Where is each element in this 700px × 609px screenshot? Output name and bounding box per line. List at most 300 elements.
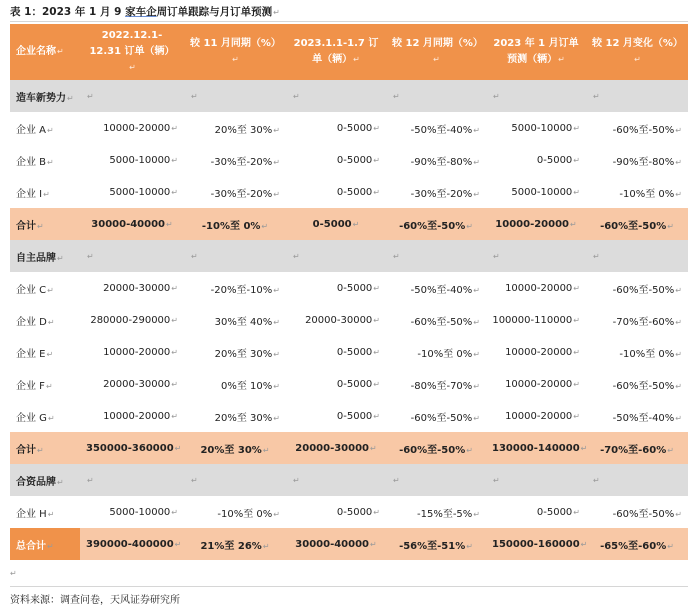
value-cell	[80, 336, 184, 368]
subtotal-value-cell-text: 130000-140000	[492, 442, 580, 454]
section-row	[10, 464, 688, 496]
cell-mark-icon: ↵	[373, 283, 380, 293]
value-cell	[286, 144, 386, 176]
cell-mark-icon: ↵	[558, 55, 565, 64]
value-cell	[80, 112, 184, 144]
grand-total-value-cell-text: 30000-40000	[295, 538, 370, 550]
cell-mark-icon: ↵	[293, 91, 300, 101]
cell-mark-icon: ↵	[273, 285, 280, 295]
value-cell-text: 10000-20000	[505, 346, 573, 358]
value-cell	[486, 272, 586, 304]
cell-mark-icon: ↵	[675, 125, 682, 135]
value-cell-text: 0%至 10%	[221, 380, 273, 392]
value-cell	[80, 176, 184, 208]
value-cell-text: 0-5000	[336, 122, 373, 134]
header-cell-text: 2023.1.1-1.7 订单（辆）	[293, 38, 379, 65]
header-cell-text: 企业名称	[16, 46, 56, 57]
cell-mark-icon: ↵	[473, 125, 480, 135]
cell-mark-icon: ↵	[171, 283, 178, 293]
cell-mark-icon: ↵	[675, 381, 682, 391]
cell-mark-icon: ↵	[573, 507, 580, 517]
company-name-cell-text: 企业 H	[16, 508, 47, 520]
grand-total-value-cell-text: -56%至-51%	[399, 540, 466, 552]
section-row	[10, 240, 688, 272]
header-cell-text: 较 12 月变化（%）	[592, 38, 683, 49]
cell-mark-icon: ↵	[570, 219, 577, 229]
section-empty-cell	[386, 240, 486, 272]
header-cell	[586, 24, 688, 80]
value-cell-text: -15%至-5%	[416, 508, 473, 520]
value-cell	[286, 176, 386, 208]
cell-mark-icon: ↵	[261, 221, 269, 231]
section-empty-cell	[486, 464, 586, 496]
grand-total-value-cell	[286, 528, 386, 560]
value-cell-text: 0-5000	[536, 154, 573, 166]
value-cell	[184, 496, 286, 528]
cell-mark-icon: ↵	[273, 125, 280, 135]
value-cell-text: -60%至-50%	[612, 380, 675, 392]
value-cell	[486, 144, 586, 176]
subtotal-value-cell-text: -60%至-50%	[600, 220, 667, 232]
subtotal-value-cell-text: 30000-40000	[91, 218, 166, 230]
value-cell	[80, 368, 184, 400]
company-name-cell	[10, 272, 80, 304]
value-cell-text: -60%至-50%	[612, 508, 675, 520]
cell-mark-icon: ↵	[593, 251, 600, 261]
cell-mark-icon: ↵	[273, 157, 280, 167]
subtotal-value-cell	[286, 432, 386, 464]
value-cell-text: 0-5000	[336, 282, 373, 294]
value-cell-text: 10000-20000	[505, 410, 573, 422]
value-cell	[586, 272, 688, 304]
cell-mark-icon: ↵	[473, 509, 480, 519]
header-cell-text: 2022.12.1-12.31 订单（辆）	[89, 30, 175, 57]
grand-total-label-cell-text: 总合计	[16, 540, 46, 552]
cell-mark-icon: ↵	[171, 379, 178, 389]
subtotal-label-cell-text: 合计	[16, 444, 36, 456]
cell-mark-icon: ↵	[573, 123, 580, 133]
value-cell-text: 0-5000	[336, 378, 373, 390]
company-name-cell-text: 企业 I	[16, 188, 43, 200]
cell-mark-icon: ↵	[634, 55, 641, 64]
value-cell	[486, 400, 586, 432]
cell-mark-icon: ↵	[171, 411, 178, 421]
cell-mark-icon: ↵	[87, 251, 94, 261]
cell-mark-icon: ↵	[573, 283, 580, 293]
subtotal-value-cell	[386, 432, 486, 464]
cell-mark-icon: ↵	[573, 347, 580, 357]
value-cell-text: -50%至-40%	[410, 284, 473, 296]
value-cell	[486, 496, 586, 528]
grand-total-value-cell-text: -65%至-60%	[600, 540, 667, 552]
value-cell-text: 5000-10000	[511, 122, 573, 134]
value-cell-text: 30%至 40%	[214, 316, 273, 328]
cell-mark-icon: ↵	[353, 55, 360, 64]
value-cell-text: -30%至-20%	[210, 156, 273, 168]
cell-mark-icon: ↵	[129, 63, 136, 72]
subtotal-value-cell	[80, 432, 184, 464]
value-cell-text: -60%至-50%	[410, 316, 473, 328]
cell-mark-icon: ↵	[57, 47, 64, 56]
value-cell	[286, 336, 386, 368]
cell-mark-icon: ↵	[667, 445, 674, 455]
value-cell-text: -30%至-20%	[410, 188, 473, 200]
cell-mark-icon: ↵	[47, 125, 54, 135]
cell-mark-icon: ↵	[191, 91, 198, 101]
section-title-text: 造车新势力	[16, 92, 66, 104]
cell-mark-icon: ↵	[191, 251, 198, 261]
source-note: 资料来源：调查问卷，天风证券研究所	[10, 595, 180, 606]
header-cell-text: 2023 年 1 月订单预测（辆）	[493, 38, 579, 65]
subtotal-value-cell-text: -60%至-50%	[399, 444, 466, 456]
paragraph-mark-icon: ↵	[10, 569, 17, 578]
section-empty-cell	[586, 240, 688, 272]
cell-mark-icon: ↵	[293, 475, 300, 485]
cell-mark-icon: ↵	[47, 285, 54, 295]
value-cell	[486, 368, 586, 400]
value-cell-text: -60%至-50%	[612, 124, 675, 136]
section-empty-cell	[286, 80, 386, 112]
value-cell-text: -90%至-80%	[612, 156, 675, 168]
header-cell-text: 较 12 月同期（%）	[392, 38, 483, 49]
cell-mark-icon: ↵	[191, 475, 198, 485]
value-cell	[386, 144, 486, 176]
subtotal-value-cell	[486, 432, 586, 464]
grand-total-label-cell	[10, 528, 80, 560]
cell-mark-icon: ↵	[393, 91, 400, 101]
value-cell-text: 20000-30000	[103, 378, 171, 390]
value-cell	[486, 304, 586, 336]
cell-mark-icon: ↵	[675, 317, 682, 327]
value-cell-text: 10000-20000	[505, 378, 573, 390]
section-row	[10, 80, 688, 112]
cell-mark-icon: ↵	[667, 221, 674, 231]
subtotal-value-cell-text: -60%至-50%	[399, 220, 466, 232]
value-cell-text: 20000-30000	[103, 282, 171, 294]
value-cell	[486, 176, 586, 208]
cell-mark-icon: ↵	[675, 157, 682, 167]
caption-suffix: 周订单跟踪与月订单预测	[156, 6, 273, 18]
value-cell	[386, 112, 486, 144]
cell-mark-icon: ↵	[273, 381, 280, 391]
company-name-cell-text: 企业 E	[16, 348, 46, 360]
cell-mark-icon: ↵	[675, 509, 682, 519]
value-cell-text: 100000-110000	[492, 314, 573, 326]
value-cell-text: -10%至 0%	[417, 348, 473, 360]
subtotal-row	[10, 208, 688, 240]
cell-mark-icon: ↵	[273, 349, 280, 359]
value-cell	[80, 272, 184, 304]
grand-total-row	[10, 528, 688, 560]
value-cell	[586, 112, 688, 144]
cell-mark-icon: ↵	[171, 507, 178, 517]
section-title	[10, 80, 80, 112]
cell-mark-icon: ↵	[473, 381, 480, 391]
company-name-cell	[10, 496, 80, 528]
subtotal-value-cell-text: 20%至 30%	[200, 444, 262, 456]
table-row	[10, 144, 688, 176]
subtotal-value-cell-text: 350000-360000	[86, 442, 174, 454]
value-cell-text: 0-5000	[336, 410, 373, 422]
cell-mark-icon: ↵	[262, 445, 270, 455]
value-cell-text: 0-5000	[336, 154, 373, 166]
value-cell-text: 20%至 30%	[214, 124, 273, 136]
table-caption	[10, 4, 280, 19]
section-empty-cell	[80, 464, 184, 496]
caption-underlined: 家车企	[125, 6, 157, 18]
company-name-cell	[10, 144, 80, 176]
cell-mark-icon: ↵	[473, 189, 480, 199]
company-name-cell-text: 企业 F	[16, 380, 45, 392]
value-cell-text: -20%至-10%	[210, 284, 273, 296]
cell-mark-icon: ↵	[273, 509, 280, 519]
value-cell-text: 20000-30000	[305, 314, 373, 326]
section-empty-cell	[80, 80, 184, 112]
cell-mark-icon: ↵	[57, 253, 64, 263]
company-name-cell	[10, 176, 80, 208]
value-cell	[184, 336, 286, 368]
table-row	[10, 368, 688, 400]
value-cell	[386, 336, 486, 368]
cell-mark-icon: ↵	[87, 91, 94, 101]
subtotal-value-cell	[184, 432, 286, 464]
cell-mark-icon: ↵	[352, 219, 360, 229]
subtotal-value-cell	[184, 208, 286, 240]
cell-mark-icon: ↵	[171, 123, 178, 133]
cell-mark-icon: ↵	[174, 539, 182, 549]
cell-mark-icon: ↵	[393, 475, 400, 485]
section-empty-cell	[184, 240, 286, 272]
company-name-cell	[10, 400, 80, 432]
cell-mark-icon: ↵	[273, 413, 280, 423]
grand-total-value-cell-text: 390000-400000	[86, 538, 174, 550]
value-cell	[386, 496, 486, 528]
cell-mark-icon: ↵	[573, 187, 580, 197]
source-divider	[10, 586, 688, 587]
value-cell-text: -30%至-20%	[210, 188, 273, 200]
value-cell-text: 0-5000	[336, 346, 373, 358]
value-cell-text: 10000-20000	[103, 122, 171, 134]
table-row	[10, 400, 688, 432]
subtotal-label-cell	[10, 208, 80, 240]
cell-mark-icon: ↵	[493, 91, 500, 101]
value-cell	[486, 112, 586, 144]
subtotal-label-cell-text: 合计	[16, 220, 36, 232]
grand-total-value-cell	[486, 528, 586, 560]
cell-mark-icon: ↵	[171, 155, 178, 165]
value-cell	[184, 368, 286, 400]
cell-mark-icon: ↵	[675, 349, 682, 359]
value-cell-text: -50%至-40%	[410, 124, 473, 136]
value-cell-text: 10000-20000	[505, 282, 573, 294]
cell-mark-icon: ↵	[45, 381, 53, 391]
cell-mark-icon: ↵	[174, 443, 182, 453]
header-cell	[486, 24, 586, 80]
value-cell	[184, 112, 286, 144]
value-cell-text: 20%至 30%	[214, 348, 273, 360]
company-name-cell-text: 企业 C	[16, 284, 47, 296]
company-name-cell-text: 企业 G	[16, 412, 47, 424]
cell-mark-icon: ↵	[473, 157, 480, 167]
subtotal-value-cell-text: -10%至 0%	[201, 220, 261, 232]
caption-divider	[10, 21, 688, 22]
value-cell	[586, 304, 688, 336]
cell-mark-icon: ↵	[273, 189, 280, 199]
subtotal-value-cell-text: 0-5000	[312, 218, 352, 230]
section-title	[10, 464, 80, 496]
cell-mark-icon: ↵	[473, 285, 480, 295]
value-cell	[184, 400, 286, 432]
cell-mark-icon: ↵	[593, 91, 600, 101]
table-row	[10, 496, 688, 528]
cell-mark-icon: ↵	[373, 155, 380, 165]
section-empty-cell	[286, 464, 386, 496]
cell-mark-icon: ↵	[473, 317, 480, 327]
subtotal-value-cell	[486, 208, 586, 240]
value-cell-text: 10000-20000	[103, 410, 171, 422]
grand-total-value-cell-text: 21%至 26%	[200, 540, 262, 552]
subtotal-value-cell	[80, 208, 184, 240]
value-cell-text: -10%至 0%	[619, 348, 675, 360]
cell-mark-icon: ↵	[273, 317, 280, 327]
subtotal-label-cell	[10, 432, 80, 464]
cell-mark-icon: ↵	[580, 539, 588, 549]
subtotal-value-cell-text: -70%至-60%	[600, 444, 667, 456]
cell-mark-icon: ↵	[293, 251, 300, 261]
value-cell	[184, 176, 286, 208]
value-cell	[386, 304, 486, 336]
section-empty-cell	[386, 464, 486, 496]
cell-mark-icon: ↵	[370, 443, 377, 453]
value-cell-text: -80%至-70%	[410, 380, 473, 392]
value-cell-text: 280000-290000	[90, 314, 171, 326]
subtotal-row	[10, 432, 688, 464]
section-title-text: 自主品牌	[16, 252, 56, 264]
grand-total-value-cell	[586, 528, 688, 560]
cell-mark-icon: ↵	[667, 541, 674, 551]
value-cell	[586, 368, 688, 400]
cell-mark-icon: ↵	[46, 349, 54, 359]
company-name-cell-text: 企业 A	[16, 124, 47, 136]
value-cell	[286, 400, 386, 432]
cell-mark-icon: ↵	[47, 317, 55, 327]
cell-mark-icon: ↵	[433, 55, 440, 64]
value-cell-text: 20%至 30%	[214, 412, 273, 424]
cell-mark-icon: ↵	[373, 187, 380, 197]
header-cell	[184, 24, 286, 80]
cell-mark-icon: ↵	[171, 347, 178, 357]
subtotal-value-cell	[286, 208, 386, 240]
company-name-cell	[10, 112, 80, 144]
grand-total-value-cell	[80, 528, 184, 560]
header-cell	[286, 24, 386, 80]
cell-mark-icon: ↵	[373, 123, 380, 133]
section-empty-cell	[486, 240, 586, 272]
section-title-text: 合资品牌	[16, 476, 56, 488]
cell-mark-icon: ↵	[37, 445, 44, 455]
section-empty-cell	[386, 80, 486, 112]
value-cell	[286, 272, 386, 304]
cell-mark-icon: ↵	[573, 379, 580, 389]
cell-mark-icon: ↵	[47, 157, 54, 167]
cell-mark-icon: ↵	[466, 445, 473, 455]
company-name-cell	[10, 336, 80, 368]
section-title	[10, 240, 80, 272]
subtotal-value-cell	[586, 208, 688, 240]
cell-mark-icon: ↵	[166, 219, 173, 229]
cell-mark-icon: ↵	[67, 93, 74, 103]
cell-mark-icon: ↵	[473, 349, 480, 359]
cell-mark-icon: ↵	[171, 315, 178, 325]
cell-mark-icon: ↵	[473, 413, 480, 423]
grand-total-value-cell-text: 150000-160000	[492, 538, 580, 550]
cell-mark-icon: ↵	[171, 187, 178, 197]
cell-mark-icon: ↵	[373, 379, 380, 389]
cell-mark-icon: ↵	[593, 475, 600, 485]
value-cell	[286, 368, 386, 400]
section-empty-cell	[80, 240, 184, 272]
value-cell-text: -70%至-60%	[612, 316, 675, 328]
header-cell	[386, 24, 486, 80]
value-cell	[586, 400, 688, 432]
value-cell-text: -60%至-50%	[410, 412, 473, 424]
value-cell	[286, 304, 386, 336]
cell-mark-icon: ↵	[373, 315, 380, 325]
subtotal-value-cell-text: 20000-30000	[295, 442, 370, 454]
section-empty-cell	[586, 80, 688, 112]
grand-total-value-cell	[184, 528, 286, 560]
cell-mark-icon: ↵	[262, 541, 270, 551]
value-cell	[386, 400, 486, 432]
caption-prefix: 表 1：2023 年 1 月 9	[10, 6, 126, 18]
cell-mark-icon: ↵	[493, 251, 500, 261]
cell-mark-icon: ↵	[675, 285, 682, 295]
value-cell-text: 5000-10000	[109, 154, 171, 166]
company-name-cell	[10, 304, 80, 336]
company-name-cell	[10, 368, 80, 400]
cell-mark-icon: ↵	[37, 221, 44, 231]
value-cell	[386, 272, 486, 304]
value-cell	[586, 496, 688, 528]
section-empty-cell	[286, 240, 386, 272]
cell-mark-icon: ↵	[493, 475, 500, 485]
header-cell-text: 较 11 月同期（%）	[190, 38, 281, 49]
cell-mark-icon: ↵	[466, 541, 473, 551]
value-cell-text: -60%至-50%	[612, 284, 675, 296]
value-cell-text: 5000-10000	[109, 506, 171, 518]
value-cell-text: 10000-20000	[103, 346, 171, 358]
cell-mark-icon: ↵	[373, 411, 380, 421]
header-cell	[80, 24, 184, 80]
cell-mark-icon: ↵	[47, 541, 54, 551]
subtotal-value-cell	[386, 208, 486, 240]
table-row	[10, 272, 688, 304]
table-row	[10, 112, 688, 144]
cell-mark-icon: ↵	[373, 507, 380, 517]
value-cell-text: -10%至 0%	[217, 508, 273, 520]
value-cell-text: 5000-10000	[109, 186, 171, 198]
cell-mark-icon: ↵	[87, 475, 94, 485]
orders-table	[10, 24, 688, 560]
value-cell	[80, 400, 184, 432]
cell-mark-icon: ↵	[580, 443, 588, 453]
cell-mark-icon: ↵	[573, 411, 580, 421]
cell-mark-icon: ↵	[675, 413, 682, 423]
section-empty-cell	[184, 80, 286, 112]
value-cell-text: -10%至 0%	[619, 188, 675, 200]
value-cell	[586, 176, 688, 208]
table-row	[10, 336, 688, 368]
